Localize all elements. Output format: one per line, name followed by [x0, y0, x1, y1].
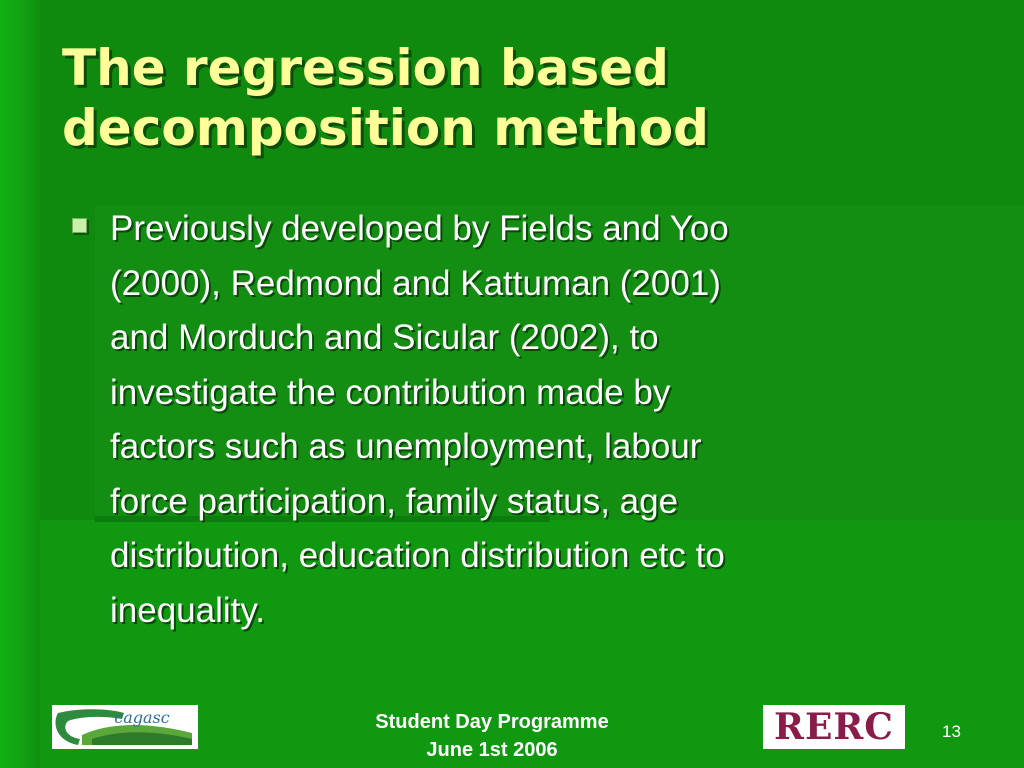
slide-title: [62, 38, 962, 158]
bullet-line: and Morduch and Sicular (2002), to: [110, 318, 659, 357]
slide-title-line-2: decomposition method: [62, 99, 709, 157]
page-number: 13: [942, 722, 961, 741]
slide-title-line-1: The regression based: [62, 39, 669, 97]
cagasc-logo-graphic: [52, 705, 198, 749]
footer-date: June 1st 2006: [426, 739, 558, 761]
bullet-line: investigate the contribution made by: [110, 372, 671, 412]
bullet-line: inequality.: [110, 590, 266, 630]
bullet-text: [110, 202, 930, 638]
footer-event: Student Day Programme: [375, 711, 609, 733]
cagasc-logo-text: cagasc: [114, 708, 170, 727]
footer: [342, 708, 642, 764]
bullet-line: distribution, education distribution etc to: [110, 536, 725, 575]
bullet-line: force participation, family status, age: [110, 481, 679, 521]
rerc-logo: [763, 705, 905, 749]
bullet-line: Previously developed by Fields and Yoo: [110, 209, 729, 248]
bullet-line: factors such as unemployment, labour: [110, 427, 702, 466]
background-left-strip: [0, 0, 40, 768]
square-bullet-icon: [72, 218, 87, 233]
cagasc-logo: [52, 705, 198, 749]
bullet-line: (2000), Redmond and Kattuman (2001): [110, 263, 721, 303]
rerc-logo-text: RERC: [774, 706, 894, 748]
